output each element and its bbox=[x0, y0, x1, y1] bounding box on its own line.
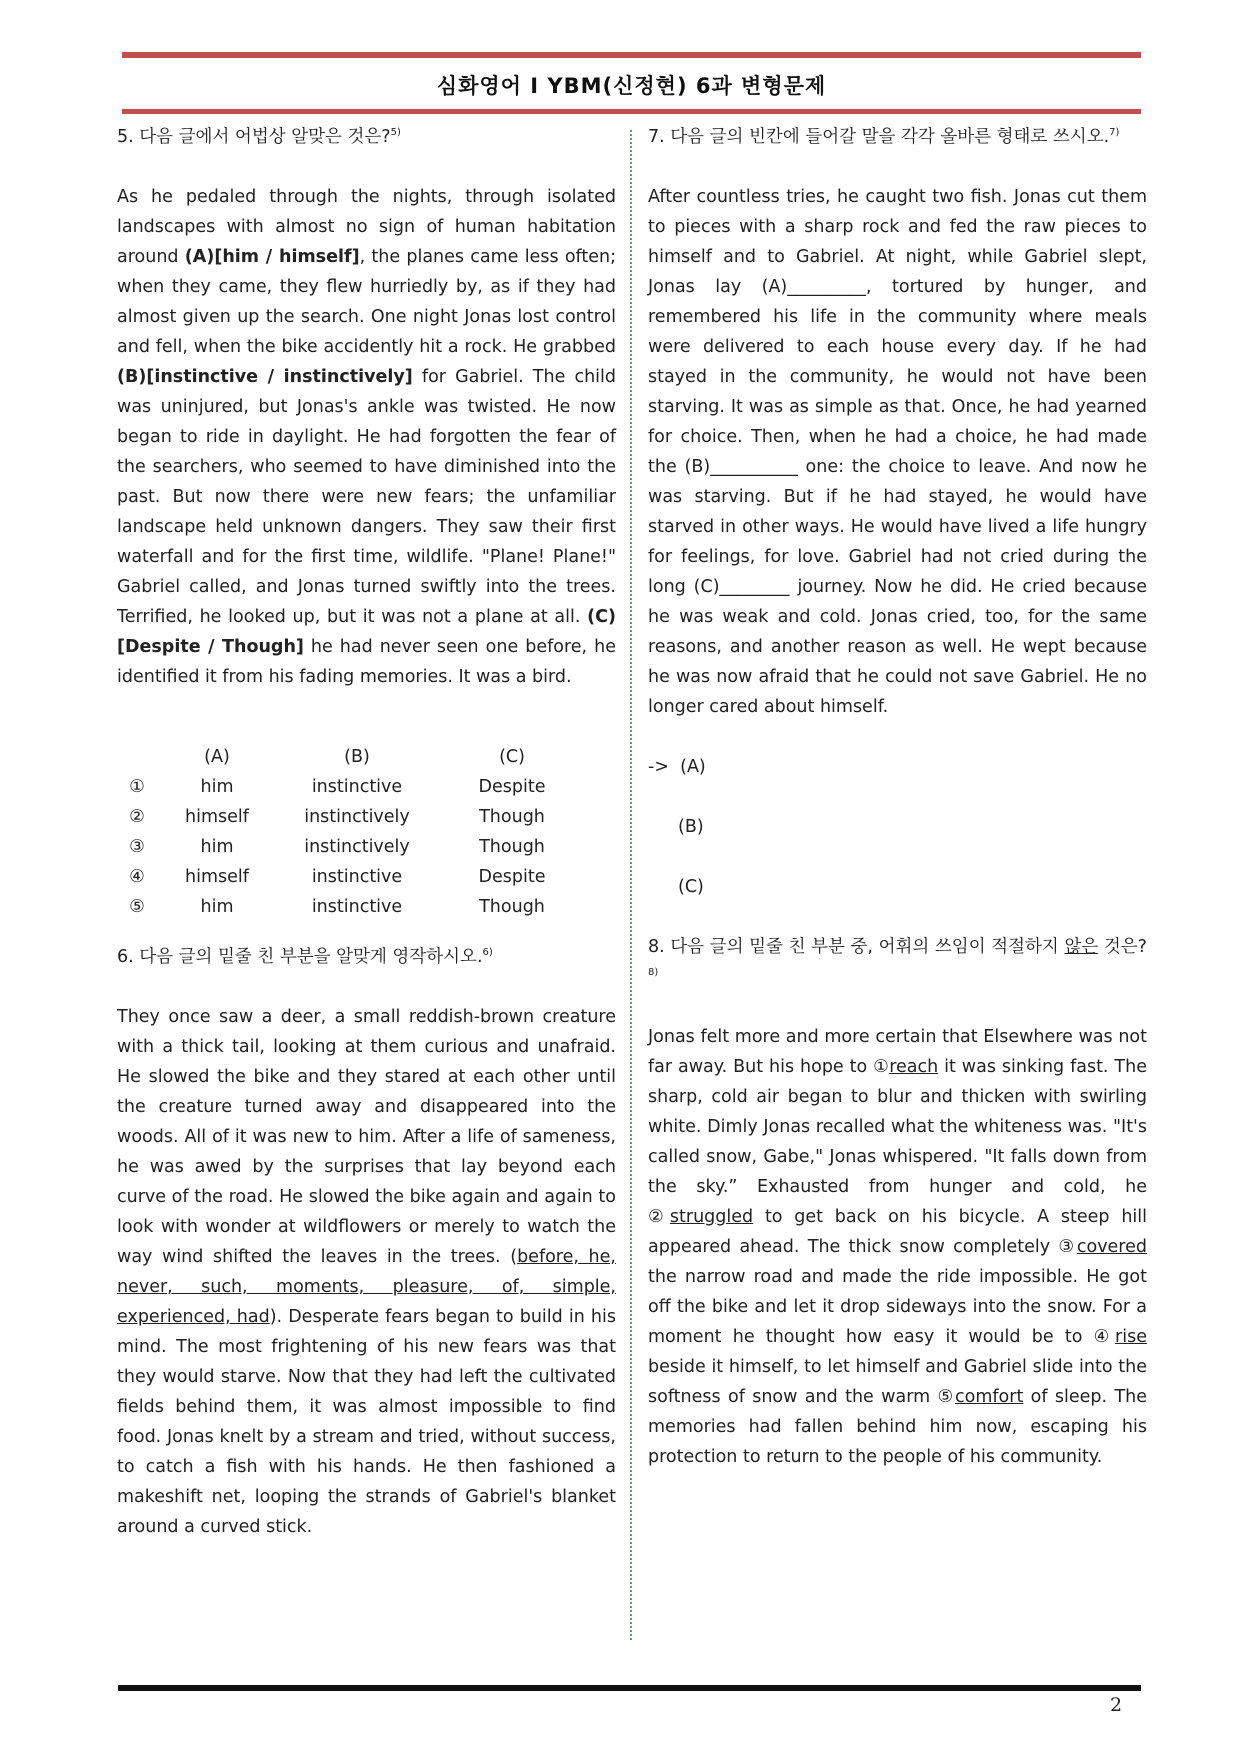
question-8-prompt: 8. 다음 글의 밑줄 친 부분 중, 어휘의 쓰임이 적절하지 않은 것은?$^{8)}$ bbox=[648, 937, 1147, 979]
column-divider bbox=[630, 130, 632, 1640]
blank-a: _________ bbox=[787, 277, 866, 297]
blank-c: ________ bbox=[719, 577, 790, 597]
header-bottom-rule bbox=[122, 109, 1141, 114]
page-number: 2 bbox=[1110, 1694, 1123, 1716]
right-column bbox=[648, 122, 1147, 1472]
option-row[interactable]: ② himself instinctively Though bbox=[129, 807, 545, 827]
answer-c-line[interactable]: (C) bbox=[678, 877, 704, 897]
answer-a-line[interactable]: -> (A) bbox=[648, 757, 706, 777]
blank-b: __________ bbox=[710, 457, 798, 477]
question-6-passage: They once saw a deer, a small reddish-brown creature with a thick tail, looking at them curious and unafraid. He slowed the bike and they stared at each other until the creature turned away and disappeared into the woods. All of it was new to him. After a life of sameness, he was awed by the surprises that lay beyond each curve of the road. He slowed the bike again and again to look with wonder at wildflowers or merely to watch the way wind shifted the leaves in the trees. (before, he, never, such, moments, pleasure, of, simple, experienced, had). Desperate fears began to build in his mind. The most frightening of his new fears was that they would starve. Now that they had left the cultivated fields behind them, it was almost impossible to find food. Jonas knelt by a stream and tried, without success, to catch a fish with his hands. He then fashioned a makeshift net, looping the strands of Gabriel's blanket around a curved stick. bbox=[117, 1007, 617, 1537]
question-5-prompt: 5. 다음 글에서 어법상 알맞은 것은?$^{5)}$ bbox=[117, 127, 401, 147]
answer-b-line[interactable]: (B) bbox=[678, 817, 704, 837]
underlined-words: before, he, never, such, moments, pleasure, of, simple, experienced, had bbox=[117, 1247, 616, 1327]
left-column bbox=[117, 122, 616, 1542]
option-row[interactable]: ⑤ him instinctive Though bbox=[129, 897, 545, 917]
option-row[interactable]: ③ him instinctively Though bbox=[129, 837, 545, 857]
question-7-passage: After countless tries, he caught two fish. Jonas cut them to pieces with a sharp rock and fed the raw pieces to himself and to Gabriel. At night, while Gabriel slept, Jonas lay (A)_________, tortured by hunger, and remembered his life in the community where meals were delivered to each house every day. If he had stayed in the community, he would not have been starving. It was as simple as that. Once, he had yearned for choice. Then, when he had a choice, he had made the (B)__________ one: the choice to leave. And now he was starving. But if he had stayed, he would have starved in other ways. He would have lived a life hungry for feelings, for love. Gabriel had not cried during the long (C)________ journey. Now he did. He cried because he was weak and cold. Jonas cried, too, for the same reasons, and another reason as well. He wept because he was now afraid that he could not save Gabriel. He no longer cared about himself. bbox=[648, 187, 1147, 717]
blank-c-choice: (C)[Despite / Though] bbox=[117, 607, 616, 657]
header-top-rule bbox=[122, 52, 1141, 58]
question-5-passage: As he pedaled through the nights, through isolated landscapes with almost no sign of human habitation around (A)[him / himself], the planes came less often; when they came, they flew hurriedly by, as if they had almost given up the search. One night Jonas lost control and fell, when the bike accidently hit a rock. He grabbed (B)[instinctive / instinctively] for Gabriel. The child was uninjured, but Jonas's ankle was twisted. He now began to ride in daylight. He had forgotten the fear of the searchers, who seemed to have diminished into the past. But now there were new fears; the unfamiliar landscape held unknown dangers. They saw their first waterfall and for the first time, wildlife. "Plane! Plane!" Gabriel called, and Jonas turned swiftly into the trees. Terrified, he looked up, but it was not a plane at all. (C)[Despite / Though] he had never seen one before, he identified it from his fading memories. It was a bird. bbox=[117, 187, 616, 687]
blank-b-choice: (B)[instinctive / instinctively] bbox=[117, 367, 413, 387]
underlined-word-5: comfort bbox=[955, 1387, 1024, 1407]
question-6-prompt: 6. 다음 글의 밑줄 친 부분을 알맞게 영작하시오.$^{6)}$ bbox=[117, 947, 493, 967]
underlined-word-3: covered bbox=[1076, 1237, 1147, 1257]
blank-a-choice: (A)[him / himself] bbox=[184, 247, 360, 267]
option-row[interactable]: ① him instinctive Despite bbox=[129, 777, 546, 797]
underlined-word-2: struggled bbox=[669, 1207, 754, 1227]
question-7-prompt: 7. 다음 글의 빈칸에 들어갈 말을 각각 올바른 형태로 쓰시오.$^{7)}$ bbox=[648, 127, 1120, 147]
option-row[interactable]: ④ himself instinctive Despite bbox=[129, 867, 546, 887]
underlined-word-4: rise bbox=[1115, 1327, 1147, 1347]
question-5-options: (A) (B) (C) ① him instinctive Despite ② himself instinctively Though ③ him instinctively Though ④ himself instinctive Despite ⑤ him instinctive Though bbox=[117, 742, 587, 922]
question-8-passage: Jonas felt more and more certain that Elsewhere was not far away. But his hope to ①reach it was sinking fast. The sharp, cold air began to blur and thicken with swirling white. Dimly Jonas recalled what the whiteness was. "It's called snow, Gabe," Jonas whispered. "It falls down from the sky.” Exhausted from hunger and cold, he ②struggled to get back on his bicycle. A steep hill appeared ahead. The thick snow completely ③covered the narrow road and made the ride impossible. He got off the bike and let it drop sideways into the snow. For a moment he thought how easy it would be to ④rise beside it himself, to let himself and Gabriel slide into the softness of snow and the warm ⑤comfort of sleep. The memories had fallen behind him now, escaping his protection to return to the people of his community. bbox=[648, 1027, 1147, 1467]
underlined-word-1: reach bbox=[889, 1057, 939, 1077]
page-title: 심화영어 I YBM(신정현) 6과 변형문제 bbox=[436, 74, 827, 98]
footer-rule bbox=[118, 1685, 1141, 1691]
